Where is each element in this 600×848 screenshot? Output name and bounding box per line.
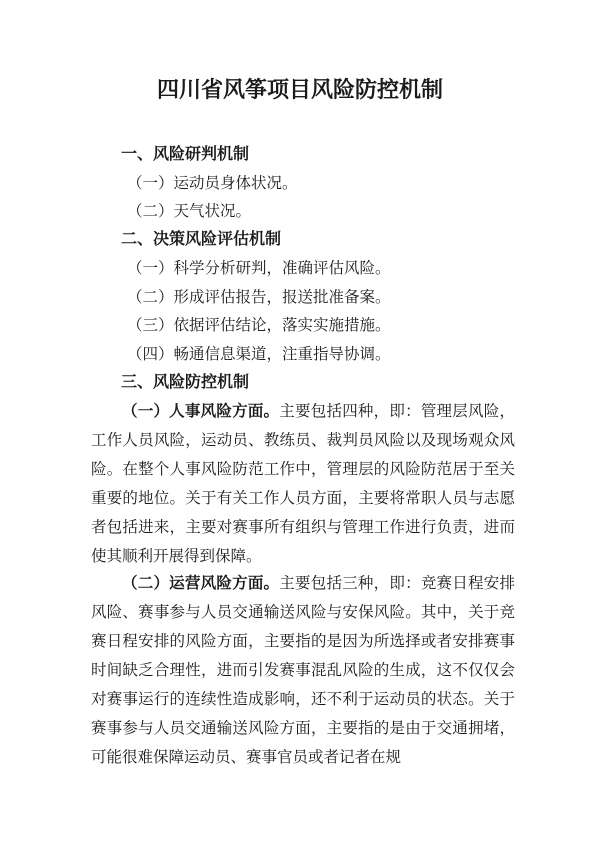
list-item: （一）运动员身体状况。 [127, 174, 298, 192]
section-heading-decision-evaluation: 二、决策风险评估机制 [121, 229, 282, 248]
list-item: （一）科学分析研判，准确评估风险。 [127, 259, 391, 277]
section-heading-risk-assessment: 一、风险研判机制 [121, 144, 250, 163]
page-title: 四川省风筝项目风险防控机制 [156, 77, 443, 103]
list-item: （三）依据评估结论，落实实施措施。 [127, 316, 391, 334]
list-item: （二）天气状况。 [127, 202, 252, 220]
paragraph-personnel-risk [91, 396, 515, 571]
paragraph-lead: （二）运营风险方面。 [122, 573, 280, 592]
paragraph-operation-risk [91, 568, 515, 772]
paragraph-body: 主要包括四种，即：管理层风险，工作人员风险，运动员、教练员、裁判员风险以及现场观众风险。在整个人事风险防范工作中，管理层的风险防范居于至关重要的地位。关于有关工作人员方面，主要将常职人员与志愿者包括进来，主要对赛事所有组织与管理工作进行负责，进而使其顺利开展得到保障。 [91, 402, 515, 565]
paragraph-lead: （一）人事风险方面。 [122, 401, 280, 420]
section-heading-risk-control: 三、风险防控机制 [121, 372, 250, 391]
list-item: （二）形成评估报告，报送批准备案。 [127, 288, 391, 306]
list-item: （四）畅通信息渠道，注重指导协调。 [127, 345, 391, 363]
paragraph-body: 主要包括三种，即：竞赛日程安排风险、赛事参与人员交通输送风险与安保风险。其中，关于竞赛日程安排的风险方面，主要指的是因为所选择或者安排赛事时间缺乏合理性，进而引发赛事混乱风险的生成，这不仅仅会对赛事运行的连续性造成影响，还不利于运动员的状态。关于赛事参与人员交通输送风险方面，主要指的是由于交通拥堵，可能很难保障运动员、赛事官员或者记者在规 [91, 574, 515, 766]
